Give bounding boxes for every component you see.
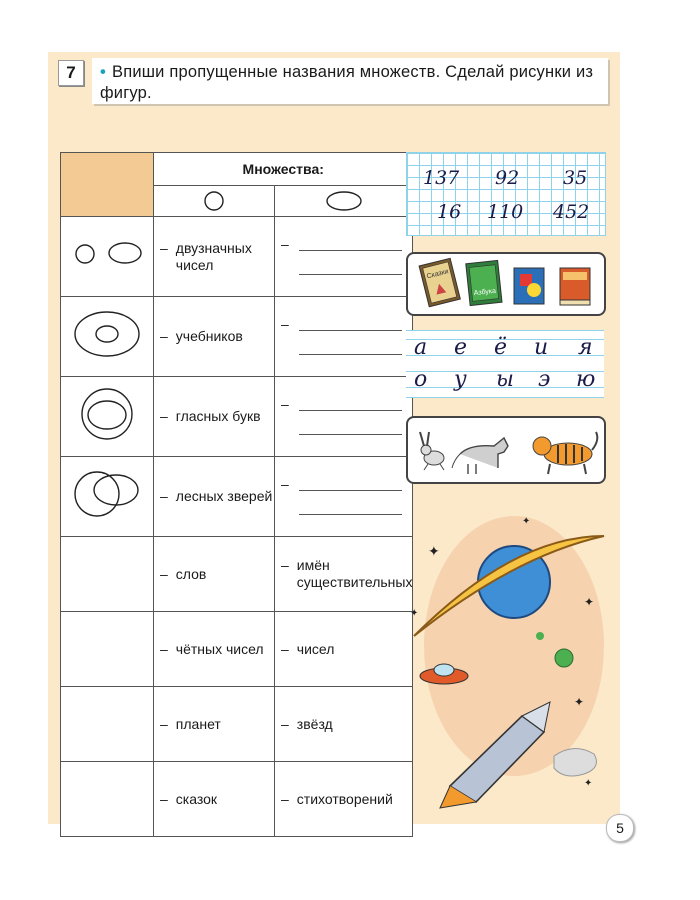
svg-text:✦: ✦: [584, 778, 593, 789]
svg-text:✦: ✦: [428, 543, 440, 559]
hare-icon: [420, 432, 444, 470]
letter: о: [414, 367, 428, 392]
bullet-icon: •: [100, 63, 106, 81]
table-row: [61, 297, 413, 377]
col1-cell: – двузначных чисел: [154, 217, 275, 297]
col1-cell: – чётных чисел: [154, 612, 275, 687]
table-corner: [61, 153, 154, 217]
col2-cell: – стихотворений: [275, 762, 413, 837]
letter: ю: [576, 367, 596, 392]
col1-cell: – сказок: [154, 762, 275, 837]
col2-cell[interactable]: –: [275, 457, 413, 537]
letter: е: [454, 335, 468, 360]
set-name: слов: [175, 565, 207, 582]
oval-icon: [324, 190, 364, 212]
col2-cell: – чисел: [275, 612, 413, 687]
col2-cell: – имён существительных: [275, 537, 413, 612]
empty-diagram-cell[interactable]: [61, 687, 154, 762]
number: 92: [495, 167, 520, 189]
col2-cell[interactable]: –: [275, 217, 413, 297]
letter: а: [414, 335, 428, 360]
answer-line[interactable]: [299, 250, 402, 251]
letter: и: [534, 335, 549, 360]
set-name: имён существительных: [296, 557, 413, 590]
col2-cell[interactable]: –: [275, 377, 413, 457]
svg-text:✦: ✦: [410, 608, 419, 619]
intersecting-sets-icon: [61, 457, 153, 531]
set-name: гласных букв: [175, 408, 261, 424]
set-name: звёзд: [296, 715, 333, 732]
empty-diagram-cell[interactable]: [61, 612, 154, 687]
answer-line[interactable]: [299, 434, 402, 435]
col1-cell: – учебников: [154, 297, 275, 377]
nested-sets-icon: [61, 297, 153, 371]
set-name: учебников: [175, 328, 243, 344]
number: 137: [423, 167, 460, 189]
answer-line[interactable]: [299, 330, 402, 331]
col1-cell: – гласных букв: [154, 377, 275, 457]
table-row: [61, 612, 413, 687]
answer-line[interactable]: [299, 490, 402, 491]
table-row: [61, 457, 413, 537]
answer-line[interactable]: [299, 354, 402, 355]
subheader-circle: [154, 186, 275, 217]
svg-text:✦: ✦: [574, 695, 585, 709]
set-name: чётных чисел: [175, 640, 264, 657]
set-name: чисел: [296, 640, 335, 657]
set-name: двузначных чисел: [175, 239, 252, 273]
answer-line[interactable]: [299, 514, 402, 515]
col1-cell: – лесных зверей: [154, 457, 275, 537]
page-number: 5: [606, 814, 634, 842]
wolf-icon: [452, 438, 508, 474]
col2-cell: – звёзд: [275, 687, 413, 762]
task-instruction: [92, 58, 608, 104]
table-row: [61, 762, 413, 837]
number: 452: [553, 201, 590, 223]
table-header: Множества:: [154, 153, 413, 186]
letter: у: [454, 367, 467, 392]
number: 35: [563, 167, 588, 189]
diagram-cell: [61, 297, 154, 377]
small-circle-icon: [203, 190, 225, 212]
numbers-grid: [406, 152, 606, 236]
books-illustration: [408, 254, 604, 314]
books-picture: [406, 252, 606, 316]
set-name: стихотворений: [296, 790, 393, 807]
instruction-text: Впиши пропущенные названия множеств. Сделай рисунки из фигур.: [100, 63, 594, 102]
empty-diagram-cell[interactable]: [61, 537, 154, 612]
letter: э: [538, 367, 551, 392]
svg-text:✦: ✦: [522, 516, 531, 527]
book-title: Азбука: [473, 287, 497, 298]
task-number: 7: [58, 60, 84, 86]
sets-table: [60, 152, 413, 837]
tiger-icon: [533, 432, 597, 474]
set-name: лесных зверей: [175, 488, 273, 504]
book-title: Сказки: [425, 268, 450, 281]
col1-cell: – слов: [154, 537, 275, 612]
two-separate-sets-icon: [61, 217, 153, 291]
table-row: [61, 687, 413, 762]
letter: ё: [494, 335, 508, 360]
diagram-cell: [61, 377, 154, 457]
answer-line[interactable]: [299, 410, 402, 411]
vowels-grid: [406, 330, 604, 398]
col2-cell[interactable]: –: [275, 297, 413, 377]
table-row: [61, 377, 413, 457]
diagram-cell: [61, 217, 154, 297]
animals-picture: [406, 416, 606, 484]
table-row: [61, 537, 413, 612]
space-illustration: [404, 496, 608, 816]
diagram-cell: [61, 457, 154, 537]
answer-line[interactable]: [299, 274, 402, 275]
svg-text:✦: ✦: [584, 595, 595, 609]
circle-with-inner-oval-icon: [61, 377, 153, 451]
number: 16: [437, 201, 462, 223]
set-name: планет: [175, 715, 221, 732]
letter: я: [578, 335, 593, 360]
animals-illustration: [408, 418, 604, 482]
table-row: [61, 217, 413, 297]
subheader-oval: [275, 186, 413, 217]
number: 110: [487, 201, 524, 223]
letter: ы: [496, 367, 514, 392]
empty-diagram-cell[interactable]: [61, 762, 154, 837]
col1-cell: – планет: [154, 687, 275, 762]
set-name: сказок: [175, 790, 218, 807]
